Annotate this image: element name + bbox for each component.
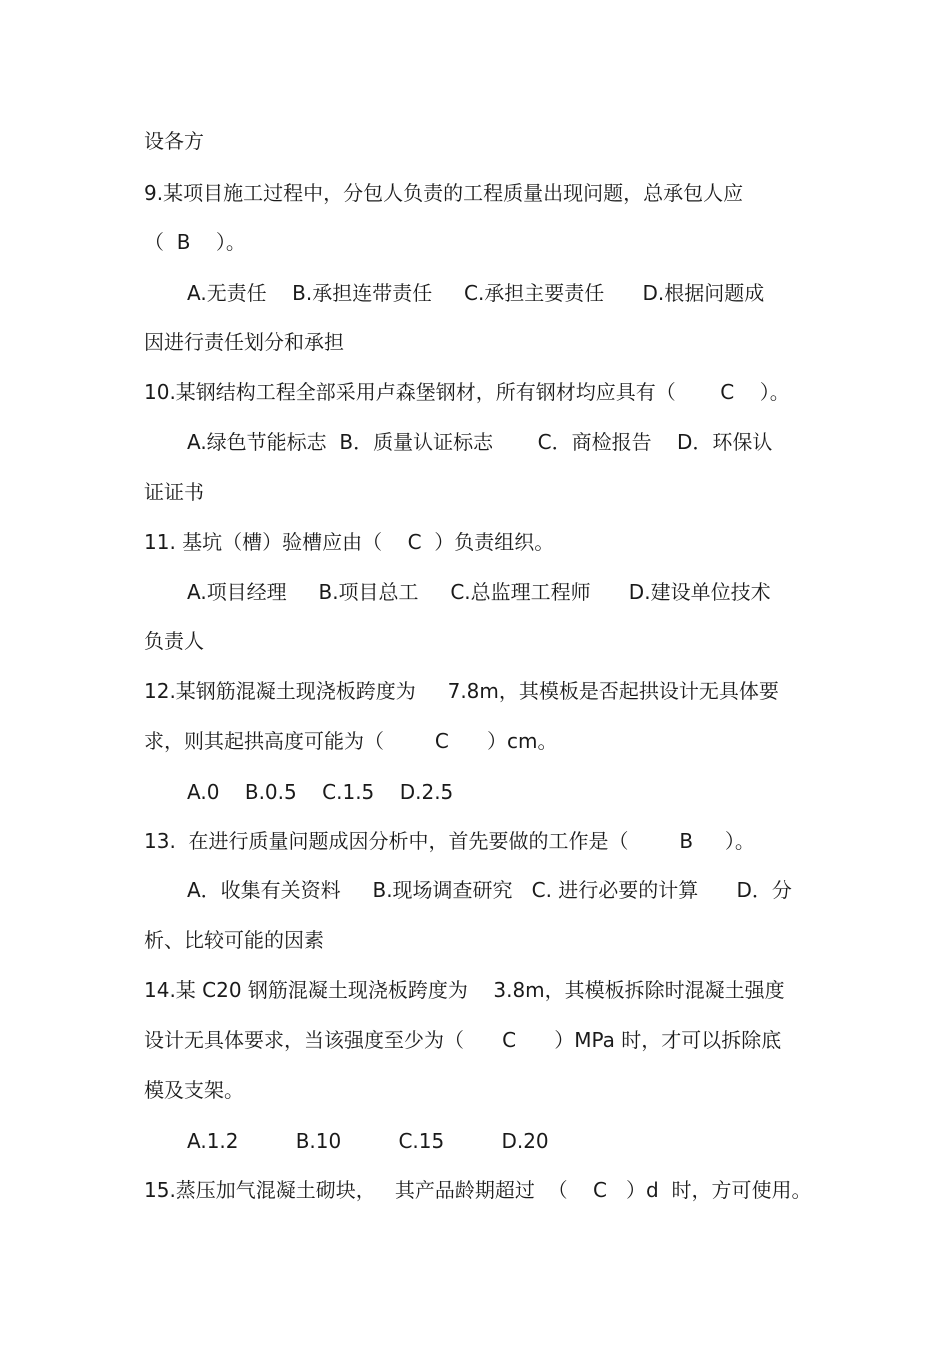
question-11-stem: 11. 基坑（槽）验槽应由（ C ）负责组织。 [144,530,555,554]
question-9-options-cont: 因进行责任划分和承担 [144,330,344,354]
question-9-answer: （ B ）。 [144,230,246,254]
question-11-options: A.项目经理 B.项目总工 C.总监理工程师 D.建设单位技术 [187,580,771,604]
question-11-options-cont: 负责人 [144,629,204,653]
question-13-options-cont: 析、比较可能的因素 [144,928,324,952]
question-14-stem-cont: 设计无具体要求，当该强度至少为（ C ）MPa 时，才可以拆除底 [144,1028,782,1052]
question-9-options: A.无责任 B.承担连带责任 C.承担主要责任 D.根据问题成 [187,281,765,305]
text-line: 设各方 [144,129,204,153]
question-10-options-cont: 证证书 [144,480,204,504]
question-10-stem: 10.某钢结构工程全部采用卢森堡钢材，所有钢材均应具有（ C ）。 [144,380,790,404]
question-14-stem-end: 模及支架。 [144,1078,244,1102]
question-12-stem: 12.某钢筋混凝土现浇板跨度为 7.8m，其模板是否起拱设计无具体要 [144,679,779,703]
question-12-options: A.0 B.0.5 C.1.5 D.2.5 [187,780,454,804]
question-14-options: A.1.2 B.10 C.15 D.20 [187,1129,549,1153]
question-10-options: A.绿色节能标志 B．质量认证标志 C．商检报告 D．环保认 [187,430,773,454]
question-9-stem: 9.某项目施工过程中，分包人负责的工程质量出现问题，总承包人应 [144,181,744,205]
question-14-stem: 14.某 C20 钢筋混凝土现浇板跨度为 3.8m，其模板拆除时混凝土强度 [144,978,785,1002]
question-15-stem: 15.蒸压加气混凝土砌块， 其产品龄期超过 （ C ）d 时，方可使用。 [144,1178,812,1202]
question-12-stem-cont: 求，则其起拱高度可能为（ C ）cm。 [144,729,558,753]
question-13-stem: 13. 在进行质量问题成因分析中，首先要做的工作是（ B ）。 [144,829,755,853]
question-13-options: A．收集有关资料 B.现场调查研究 C. 进行必要的计算 D．分 [187,878,792,902]
